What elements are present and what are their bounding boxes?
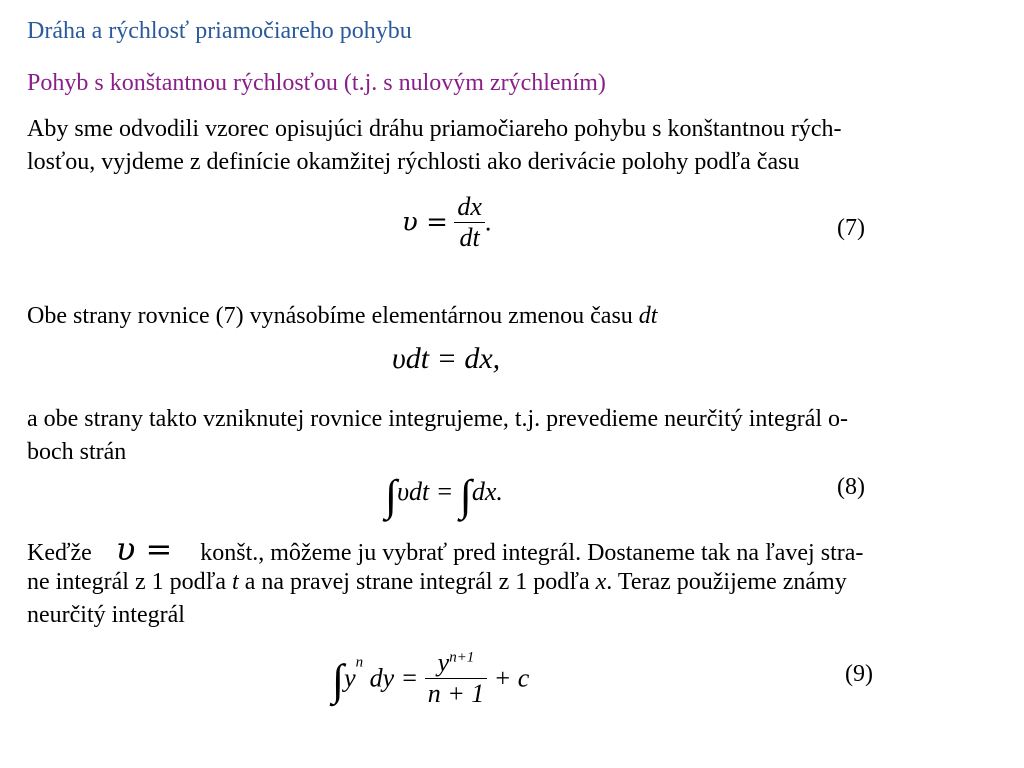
differential: dy = (369, 663, 419, 693)
velocity-symbol: υ = (115, 530, 173, 568)
paragraph-text: . Teraz použijeme známy (606, 569, 847, 595)
equation-tail: . (484, 207, 492, 237)
fraction-denominator: dt (454, 222, 485, 253)
base-y: y (344, 663, 356, 693)
paragraph-integrate (27, 403, 848, 469)
equation-number-8: (8) (837, 474, 865, 500)
paragraph-constant (27, 530, 864, 632)
equation-lhs: υ = (402, 207, 448, 238)
variable-x: x (595, 569, 607, 595)
exponent-text: n (355, 654, 364, 671)
paragraph-multiply (27, 300, 657, 333)
paragraph-text: a na pravej strane integrál z 1 podľa (238, 569, 596, 595)
integral-sign: ∫ (459, 471, 472, 520)
fraction (425, 648, 488, 709)
exponent-text: n+1 (449, 649, 475, 666)
exponent-n (356, 654, 364, 670)
equation-8 (385, 471, 503, 520)
variable-t: t (232, 569, 239, 595)
integral-sign: ∫ (385, 471, 398, 520)
paragraph-intro (27, 113, 842, 179)
integral-sign: ∫ (332, 655, 345, 705)
equation-7 (402, 192, 491, 253)
paragraph-line: neurčitý integrál (27, 602, 185, 628)
fraction-numerator (425, 648, 488, 678)
slide-title: Dráha a rýchlosť priamočiareho pohybu (27, 18, 412, 44)
equation-9 (332, 648, 529, 709)
variable-dt: dt (638, 303, 658, 329)
fraction-numerator: dx (457, 192, 482, 221)
equation-left: υdt = (397, 477, 454, 506)
paragraph-text: ne integrál z 1 podľa (27, 569, 233, 595)
section-subtitle: Pohyb s konštantnou rýchlosťou (t.j. s nulovým zrýchlením) (27, 70, 606, 96)
paragraph-line: losťou, vyjdeme z definície okamžitej rýchlosti ako derivácie polohy podľa času (27, 149, 800, 175)
paragraph-line: a obe strany takto vzniknutej rovnice integrujeme, t.j. prevedieme neurčitý integrál o- (27, 406, 849, 432)
fraction (454, 192, 485, 253)
exponent-n-plus-1 (449, 649, 474, 665)
paragraph-line: Aby sme odvodili vzorec opisujúci dráhu priamočiareho pohybu s konštantnou rých- (27, 116, 842, 142)
numerator-y: y (437, 648, 450, 677)
equation-tail: + c (493, 663, 530, 693)
equation-number-9: (9) (845, 661, 873, 687)
paragraph-line (27, 530, 864, 570)
paragraph-line (27, 566, 863, 599)
paragraph-text: Keďže (27, 540, 92, 566)
fraction-denominator: n + 1 (425, 678, 488, 709)
equation-number-7: (7) (837, 215, 865, 241)
equation-vdt-dx: υdt = dx, (392, 342, 501, 375)
paragraph-text: konšt., môžeme ju vybrať pred integrál. Dostaneme tak na ľavej stra- (200, 540, 864, 566)
paragraph-text: Obe strany rovnice (7) vynásobíme elementárnou zmenou času (27, 303, 639, 329)
equation-right: dx. (471, 477, 503, 506)
paragraph-line: boch strán (27, 439, 127, 465)
